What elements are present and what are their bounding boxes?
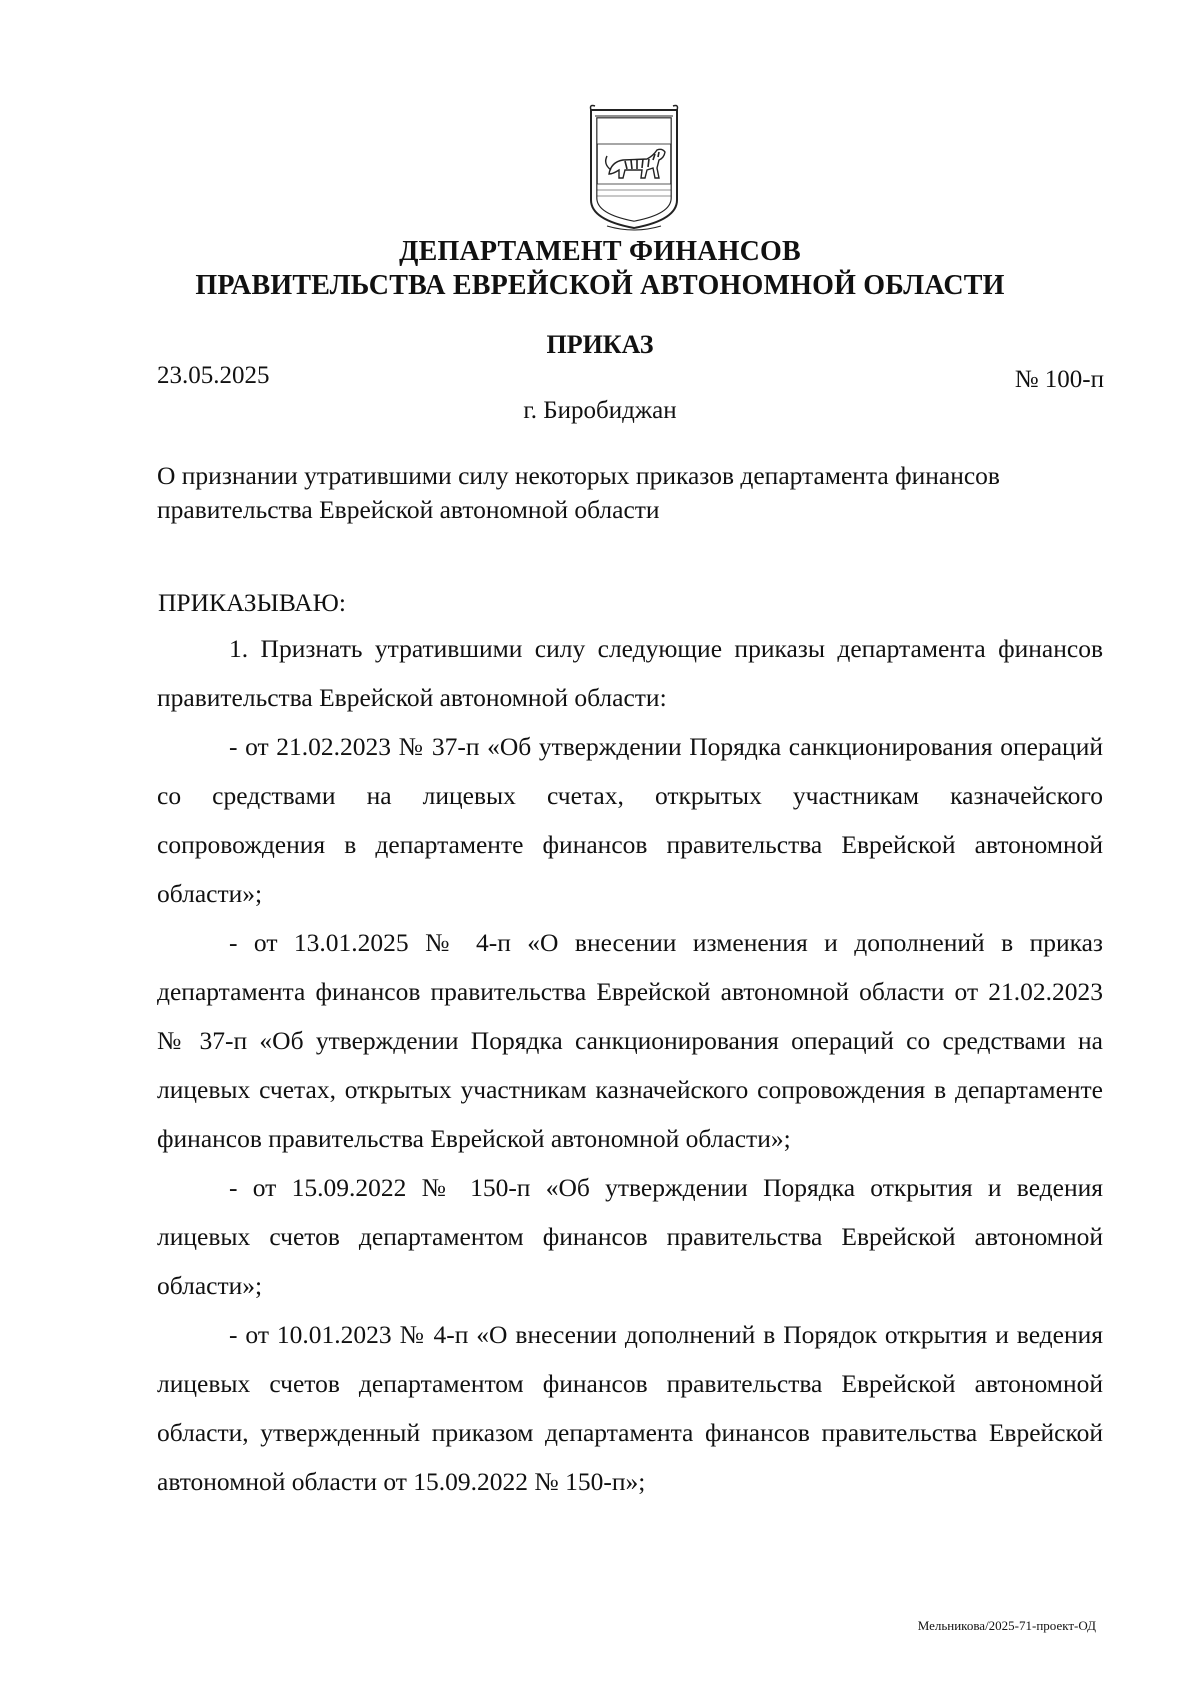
document-date: 23.05.2025 [157,362,270,389]
paragraph-repealed-order-1: - от 21.02.2023 № 37-п «Об утверждении Порядка санкционирования операций со средствами на лицевых счетах, открытых участникам казначейского сопровождения в департаменте финансов правительства Еврейской автономной области»; [157,732,1103,908]
order-word: ПРИКАЗЫВАЮ: [158,588,346,617]
paragraph-item-1: 1. Признать утратившими силу следующие приказы департамента финансов правительства Еврейской автономной области: [157,634,1103,712]
document-type: ПРИКАЗ [546,330,654,359]
coat-of-arms-icon [587,104,681,232]
paragraph-repealed-order-4: - от 10.01.2023 № 4-п «О внесении дополнений в Порядок открытия и ведения лицевых счетов департаментом финансов правительства Еврейской автономной области, утвержденный приказом департамента финансов правительства Еврейской автономной области от 15.09.2022 № 150-п»; [157,1320,1103,1496]
footer-reference: Мельникова/2025-71-проект-ОД [917,1618,1096,1633]
document-body [157,624,1103,1506]
document-subject: О признании утратившими силу некоторых приказов департамента финансов правительства Еврейской автономной области [157,461,1000,524]
paragraph-repealed-order-3: - от 15.09.2022 № 150-п «Об утверждении Порядка открытия и ведения лицевых счетов департаментом финансов правительства Еврейской автономной области»; [157,1173,1103,1300]
organization-name-line1: ДЕПАРТАМЕНТ ФИНАНСОВ [399,236,801,267]
document-number: № 100-п [1014,366,1104,393]
document-city: г. Биробиджан [523,397,677,424]
paragraph-repealed-order-2: - от 13.01.2025 № 4-п «О внесении изменения и дополнений в приказ департамента финансов правительства Еврейской автономной области от 21.02.2023 № 37-п «Об утверждении Порядка санкционирования операций со средствами на лицевых счетах, открытых участникам казначейского сопровождения в департаменте финансов правительства Еврейской автономной области»; [157,928,1103,1153]
organization-name-line2: ПРАВИТЕЛЬСТВА ЕВРЕЙСКОЙ АВТОНОМНОЙ ОБЛАСТИ [195,270,1005,301]
